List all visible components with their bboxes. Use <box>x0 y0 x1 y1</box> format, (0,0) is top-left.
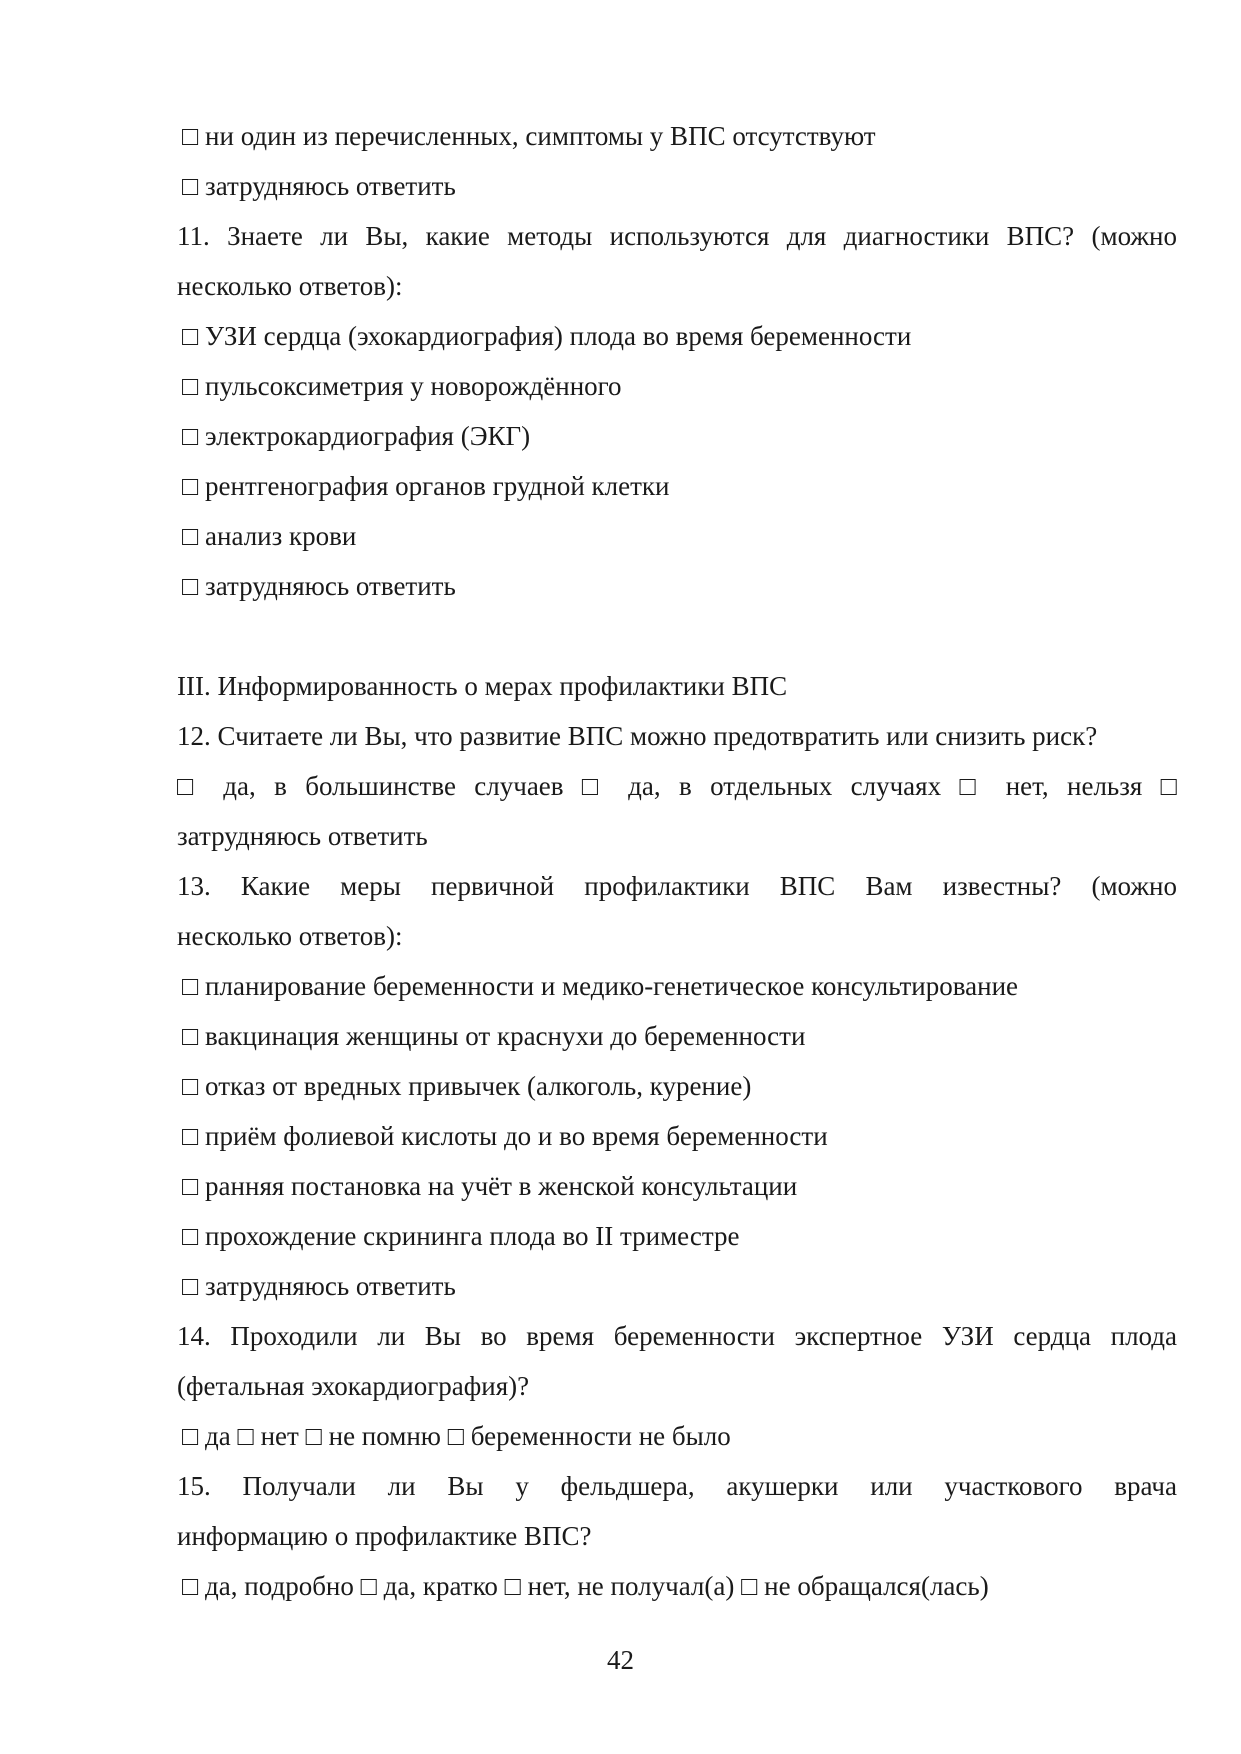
q15-options: □ да, подробно □ да, кратко □ нет, не получал(а) □ не обращался(лась) <box>182 1571 989 1601</box>
q10-option-unsure: □ затрудняюсь ответить <box>182 171 456 201</box>
q13-option-planning: □ планирование беременности и медико-генетическое консультирование <box>182 971 1018 1001</box>
q11-option-ecg: □ электрокардиография (ЭКГ) <box>182 421 531 451</box>
q13-option-unsure: □ затрудняюсь ответить <box>182 1271 456 1301</box>
section-heading: III. Информированность о мерах профилактики ВПС <box>177 671 788 701</box>
q13-option-registration: □ ранняя постановка на учёт в женской консультации <box>182 1171 798 1201</box>
q11-option-pulseox: □ пульсоксиметрия у новорождённого <box>182 371 622 401</box>
q13-option-folic-acid: □ приём фолиевой кислоты до и во время беременности <box>182 1121 828 1151</box>
q14-options: □ да □ нет □ не помню □ беременности не было <box>182 1421 731 1451</box>
q12-options-line1: □ да, в большинстве случаев □ да, в отдельных случаях □ нет, нельзя □ <box>177 771 1177 801</box>
q11-option-blood: □ анализ крови <box>182 521 357 551</box>
q14-question-line2: (фетальная эхокардиография)? <box>177 1371 530 1401</box>
q15-question-line2: информацию о профилактике ВПС? <box>177 1521 592 1551</box>
q12-question: 12. Считаете ли Вы, что развитие ВПС можно предотвратить или снизить риск? <box>177 721 1098 751</box>
q11-option-unsure: □ затрудняюсь ответить <box>182 571 456 601</box>
page-content <box>177 111 1177 1611</box>
q11-option-xray: □ рентгенография органов грудной клетки <box>182 471 670 501</box>
q13-option-screening: □ прохождение скрининга плода во II триместре <box>182 1221 740 1251</box>
q13-question-line2: несколько ответов): <box>177 921 403 951</box>
q15-question-line1: 15. Получали ли Вы у фельдшера, акушерки или участкового врача <box>177 1471 1177 1501</box>
page-number: 42 <box>607 1645 634 1675</box>
q13-question-line1: 13. Какие меры первичной профилактики ВПС Вам известны? (можно <box>177 871 1177 901</box>
q13-option-habits: □ отказ от вредных привычек (алкоголь, курение) <box>182 1071 752 1101</box>
q11-question-line1: 11. Знаете ли Вы, какие методы используются для диагностики ВПС? (можно <box>177 221 1177 251</box>
q12-options-line2: затрудняюсь ответить <box>177 821 428 851</box>
section-gap <box>177 611 1177 661</box>
q10-option-none: □ ни один из перечисленных, симптомы у ВПС отсутствуют <box>182 121 876 151</box>
q11-option-echo: □ УЗИ сердца (эхокардиография) плода во время беременности <box>182 321 912 351</box>
q14-question-line1: 14. Проходили ли Вы во время беременности экспертное УЗИ сердца плода <box>177 1321 1177 1351</box>
q13-option-vaccination: □ вакцинация женщины от краснухи до беременности <box>182 1021 806 1051</box>
q11-question-line2: несколько ответов): <box>177 271 403 301</box>
